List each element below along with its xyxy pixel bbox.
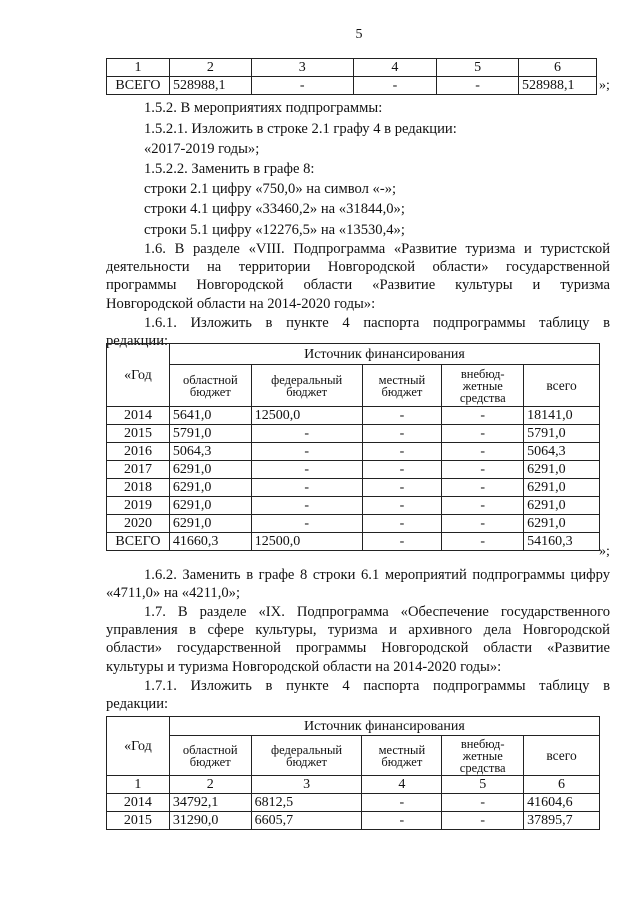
table-cell: - (362, 425, 442, 443)
header-line: жетные (462, 378, 503, 393)
table-header-row (107, 717, 600, 736)
table-closing-mark: »; (599, 544, 610, 559)
table-cell: 34792,1 (169, 794, 251, 812)
table-cell: - (442, 407, 524, 425)
table-cell: 5791,0 (524, 425, 600, 443)
table-cell: ВСЕГО (107, 77, 170, 95)
header-line: федеральный (271, 742, 343, 757)
table-cell: 5064,3 (524, 443, 600, 461)
header-line: местный (378, 372, 426, 387)
table-header-row (107, 736, 600, 776)
table-cell: - (251, 515, 362, 533)
table-cell: - (442, 479, 524, 497)
text-line: 1.6.1. Изложить в пункте 4 паспорта подпрограммы таблицу в (144, 315, 610, 331)
text-line: программы Новгородской области «Развитие культуры и туризма (106, 277, 610, 294)
table-cell: - (251, 479, 362, 497)
table-row (107, 515, 600, 533)
table-number-row (107, 776, 600, 794)
column-header-local (362, 736, 442, 776)
table-header-row (107, 59, 597, 77)
table-cell: 6291,0 (524, 461, 600, 479)
paragraph-1-6-2 (106, 566, 610, 602)
header-line: бюджет (381, 384, 423, 399)
table-cell: 5641,0 (169, 407, 251, 425)
text-line: области» государственной программы Новгородской области «Развитие (106, 640, 610, 657)
table-header-row (107, 365, 600, 407)
column-header-local (362, 365, 442, 407)
table-cell: 6291,0 (169, 497, 251, 515)
header-line: бюджет (189, 754, 231, 769)
table-cell: 2018 (107, 479, 170, 497)
header-line: бюджет (286, 384, 328, 399)
table-row (107, 77, 597, 95)
table-cell: 3 (251, 776, 362, 794)
header-line: внебюд- (460, 736, 505, 751)
table-cell: 6291,0 (169, 515, 251, 533)
table-cell: - (362, 497, 442, 515)
table-row (107, 497, 600, 515)
table-cell: - (442, 443, 524, 461)
source-header: Источник финансирования (169, 717, 599, 736)
table-row (107, 425, 600, 443)
year-header: «Год (107, 717, 170, 776)
table-cell: 5791,0 (169, 425, 251, 443)
text-line: редакции: (106, 696, 169, 713)
table-cell: 6605,7 (251, 812, 362, 830)
column-header-regional (169, 736, 251, 776)
table-row (107, 407, 600, 425)
table-cell: - (442, 515, 524, 533)
column-header-total (524, 365, 600, 407)
column-header-federal (251, 736, 362, 776)
table-cell: 54160,3 (524, 533, 600, 551)
header-line: средства (459, 390, 506, 405)
table-cell: 4 (362, 776, 442, 794)
column-header-regional (169, 365, 251, 407)
table-cell: - (251, 425, 362, 443)
table-cell: - (442, 497, 524, 515)
header-line: областной (182, 742, 238, 757)
text-line: 1.7.1. Изложить в пункте 4 паспорта подпрограммы таблицу в (144, 678, 610, 694)
header-line: всего (546, 747, 577, 763)
table-cell: - (362, 479, 442, 497)
table-cell: 6291,0 (524, 515, 600, 533)
table-cell: 6291,0 (169, 479, 251, 497)
table-cell: 1 (107, 59, 170, 77)
top-summary-table (106, 58, 597, 95)
table-cell: 1 (107, 776, 170, 794)
table-cell: - (442, 533, 524, 551)
table-cell: 2016 (107, 443, 170, 461)
table-cell: - (362, 515, 442, 533)
text-line: управления в сфере культуры, туризма и архивного дела Новгородской (106, 622, 610, 639)
year-header: «Год (107, 344, 170, 407)
table-cell: 12500,0 (251, 407, 362, 425)
table-closing-mark: »; (599, 78, 610, 93)
header-line: бюджет (189, 384, 231, 399)
table-cell: 2017 (107, 461, 170, 479)
table-row (107, 794, 600, 812)
paragraph-years: «2017-2019 годы»; (144, 141, 260, 157)
table-cell: 2019 (107, 497, 170, 515)
table-cell: 6812,5 (251, 794, 362, 812)
text-line: 1.6.2. Заменить в графе 8 строки 6.1 мероприятий подпрограммы цифру (144, 567, 610, 583)
text-line: 1.7. В разделе «IX. Подпрограмма «Обеспечение государственного (144, 604, 610, 620)
table-row (107, 812, 600, 830)
header-line: бюджет (381, 754, 423, 769)
table-cell: - (442, 794, 524, 812)
table-cell: 528988,1 (169, 77, 251, 95)
table-cell: 41660,3 (169, 533, 251, 551)
table-cell: 2014 (107, 794, 170, 812)
table-cell: 31290,0 (169, 812, 251, 830)
table-cell: 2014 (107, 407, 170, 425)
header-line: местный (378, 742, 426, 757)
table-cell: - (437, 77, 519, 95)
paragraph-1-7-1 (106, 677, 610, 713)
table-cell: 6291,0 (524, 479, 600, 497)
header-line: средства (459, 760, 506, 775)
table-cell: 18141,0 (524, 407, 600, 425)
table-row (107, 461, 600, 479)
paragraph-1-5-2: 1.5.2. В мероприятиях подпрограммы: (144, 100, 383, 116)
text-line: культуры и туризма Новгородской области на 2014-2020 годы»: (106, 658, 502, 675)
text-line: редакции: (106, 333, 169, 350)
table-cell: - (442, 425, 524, 443)
table-cell: 41604,6 (524, 794, 600, 812)
table-cell: - (442, 461, 524, 479)
table-row (107, 533, 600, 551)
financing-table-subprogram-8 (106, 343, 600, 551)
table-cell: 2015 (107, 425, 170, 443)
table-cell: 6 (524, 776, 600, 794)
table-row (107, 443, 600, 461)
paragraph-1-6 (106, 240, 610, 313)
text-line: 1.6. В разделе «VIII. Подпрограмма «Развитие туризма и туристской (144, 241, 610, 257)
table-cell: 2 (169, 776, 251, 794)
table-cell: 2020 (107, 515, 170, 533)
column-header-total (524, 736, 600, 776)
table-cell: 5 (437, 59, 519, 77)
table-cell: - (362, 812, 442, 830)
table-cell: 12500,0 (251, 533, 362, 551)
table-cell: 2 (169, 59, 251, 77)
table-cell: 5064,3 (169, 443, 251, 461)
column-header-federal (251, 365, 362, 407)
source-header: Источник финансирования (169, 344, 599, 365)
page-number: 5 (355, 27, 363, 42)
header-line: внебюд- (460, 366, 505, 381)
paragraph-row-2-1: строки 2.1 цифру «750,0» на символ «-»; (144, 181, 397, 197)
table-cell: 5 (442, 776, 524, 794)
table-cell: - (251, 443, 362, 461)
table-cell: 3 (251, 59, 353, 77)
text-line: Новгородской области на 2014-2020 годы»: (106, 295, 376, 312)
paragraph-row-4-1: строки 4.1 цифру «33460,2» на «31844,0»; (144, 201, 405, 217)
paragraph-1-7 (106, 603, 610, 676)
header-line: федеральный (271, 372, 343, 387)
table-cell: 2015 (107, 812, 170, 830)
column-header-extrabudget (442, 736, 524, 776)
text-line: «4711,0» на «4211,0»; (106, 585, 241, 602)
table-cell: - (251, 497, 362, 515)
table-cell: - (362, 461, 442, 479)
column-header-extrabudget (442, 365, 524, 407)
paragraph-1-5-2-1: 1.5.2.1. Изложить в строке 2.1 графу 4 в редакции: (144, 121, 457, 137)
table-cell: - (442, 812, 524, 830)
text-line: деятельности на территории Новгородской области» государственной (106, 259, 610, 276)
financing-table-subprogram-9 (106, 716, 600, 830)
table-cell: - (353, 77, 437, 95)
table-cell: - (362, 407, 442, 425)
header-line: всего (546, 377, 577, 393)
table-cell: 528988,1 (519, 77, 597, 95)
table-cell: - (251, 461, 362, 479)
paragraph-1-5-2-2: 1.5.2.2. Заменить в графе 8: (144, 161, 315, 177)
table-cell: - (362, 794, 442, 812)
table-cell: - (362, 533, 442, 551)
header-line: областной (182, 372, 238, 387)
table-cell: - (251, 77, 353, 95)
paragraph-row-5-1: строки 5.1 цифру «12276,5» на «13530,4»; (144, 222, 405, 238)
table-cell: ВСЕГО (107, 533, 170, 551)
table-cell: 37895,7 (524, 812, 600, 830)
table-cell: - (362, 443, 442, 461)
table-cell: 6291,0 (524, 497, 600, 515)
table-cell: 6 (519, 59, 597, 77)
table-cell: 4 (353, 59, 437, 77)
header-line: бюджет (286, 754, 328, 769)
table-cell: 6291,0 (169, 461, 251, 479)
header-line: жетные (462, 748, 503, 763)
table-header-row (107, 344, 600, 365)
table-row (107, 479, 600, 497)
